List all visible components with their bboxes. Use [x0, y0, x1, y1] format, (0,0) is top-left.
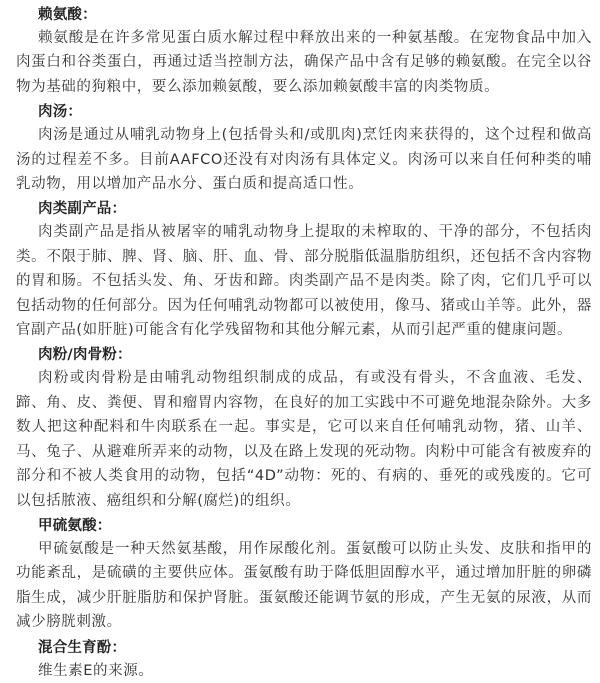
section-body: 赖氨酸是在许多常见蛋白质水解过程中释放出来的一种氨基酸。在宠物食品中加入肉蛋白和谷类蛋白，再通过适当控制方法，确保产品中含有足够的赖氨酸。在完全以谷物为基础的狗粮中，要么添加赖氨酸，要么添加赖氨酸丰富的肉类物质。	[16, 30, 592, 95]
section-title: 甲硫氨酸：	[38, 517, 112, 534]
section-meat-by-products	[16, 198, 592, 342]
section-mixed-tocopherols	[16, 637, 592, 683]
section-lysine	[16, 4, 592, 99]
section-body: 肉汤是通过从哺乳动物身上(包括骨头和/或肌肉)烹饪肉来获得的，这个过程和做高汤的过程差不多。目前AAFCO还没有对肉汤有具体定义。肉汤可以来自任何种类的哺乳动物，用以增加产品水分、蛋白质和提高适口性。	[16, 127, 592, 193]
section-broth	[16, 101, 592, 196]
section-methionine	[16, 515, 592, 635]
section-title: 肉类副产品：	[38, 201, 127, 218]
section-title: 赖氨酸：	[38, 7, 97, 23]
section-title: 肉汤：	[38, 104, 83, 121]
section-body: 肉类副产品是指从被屠宰的哺乳动物身上提取的未榨取的、干净的部分，不包括肉类。不限于肺、脾、肾、脑、肝、血、骨、部分脱脂低温脂肪组织，还包括不含内容物的胃和肠。不包括头发、角、牙齿和蹄。肉类副产品不是肉类。除了肉，它们几乎可以包括动物的任何部分。因为任何哺乳动物都可以被使用，像马、猪或山羊等。此外，器官副产品(如肝脏)可能含有化学残留物和其他分解元素，从而引起严重的健康问题。	[16, 224, 592, 339]
section-meat-bone-meal	[16, 344, 592, 512]
section-title: 肉粉/肉骨粉：	[38, 347, 132, 364]
section-body: 肉粉或肉骨粉是由哺乳动物组织制成的成品，有或没有骨头，不含血液、毛发、蹄、角、皮、粪便、胃和瘤胃内容物，在良好的加工实践中不可避免地混杂除外。大多数人把这种配料和牛肉联系在一起。事实是，它可以来自任何哺乳动物，猪、山羊、马、兔子、从避难所弄来的动物，以及在路上发现的死动物。肉粉中可能含有被废弃的部分和不被人类食用的动物，包括“4D”动物：死的、有病的、垂死的或残废的。它可以包括脓液、癌组织和分解(腐烂)的组织。	[16, 370, 592, 509]
section-body: 维生素E的来源。	[38, 662, 154, 679]
section-body: 甲硫氨酸是一种天然氨基酸，用作尿酸化剂。蛋氨酸可以防止头发、皮肤和指甲的功能紊乱，是硫磺的主要供应体。蛋氨酸有助于降低胆固醇水平，通过增加肝脏的卵磷脂生成，减少肝脏脂肪和保护肾脏。蛋氨酸还能调节氨的形成，产生无氨的尿液，从而减少膀胱刺激。	[16, 540, 592, 631]
section-title: 混合生育酚：	[38, 639, 127, 656]
